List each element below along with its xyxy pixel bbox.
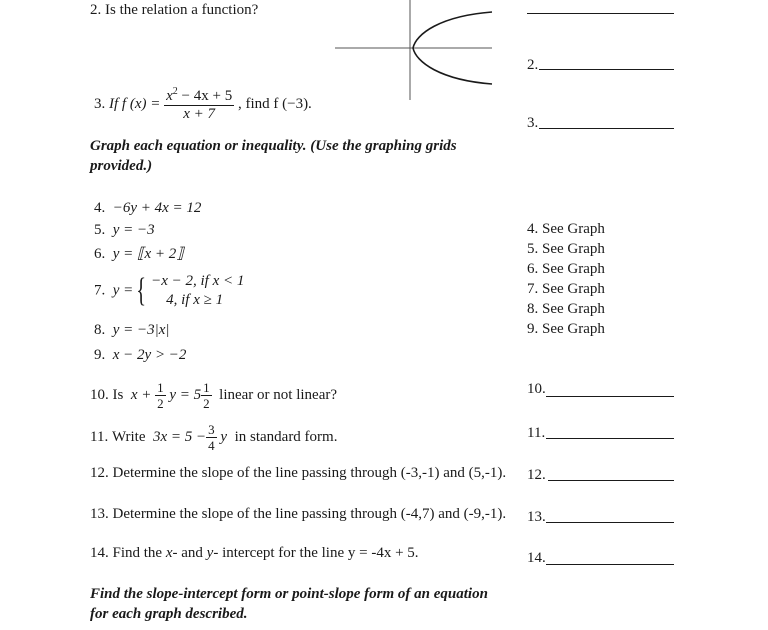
answer-14-blank[interactable] (546, 564, 674, 565)
piecewise-lhs: y = (112, 282, 134, 299)
answer-6-see-graph: 6. See Graph (527, 261, 605, 277)
question-number: 2. (90, 2, 102, 18)
question-6 (94, 247, 184, 262)
answer-11-blank[interactable] (546, 438, 674, 439)
answer-3-label: 3. (527, 115, 539, 131)
question-8 (94, 323, 170, 338)
case-1: −x − 2, if x < 1 (151, 273, 245, 289)
question-number: 11. (90, 429, 109, 445)
question-14: 14. Find the x- and y- intercept for the line y = -4x + 5. (90, 545, 419, 561)
question-5 (94, 223, 155, 238)
instruction-graph-line1: Graph each equation or inequality. (Use the graphing grids (90, 138, 457, 154)
question-11 (90, 423, 337, 452)
question-number: 12. (90, 465, 109, 481)
question-prefix: If f (x) = (109, 96, 161, 112)
question-text: y = −3 (112, 222, 155, 238)
question-text: Determine the slope of the line passing through (-3,-1) and (5,-1). (112, 465, 507, 481)
answer-12-blank[interactable] (548, 480, 674, 481)
fraction-one-half-2: $\frac{1}{2}$ (203, 380, 210, 411)
question-2 (90, 3, 258, 18)
answer-12-label: 12. (527, 467, 546, 483)
question-suffix: in standard form. (234, 429, 338, 445)
answer-blank-top[interactable] (527, 13, 674, 14)
question-number: 4. (94, 200, 106, 216)
answer-9-see-graph: 9. See Graph (527, 321, 605, 337)
question-number: 5. (94, 222, 106, 238)
instruction-slope-line1: Find the slope-intercept form or point-slope form of an equation (90, 586, 488, 602)
instruction-slope-line2: for each graph described. (90, 606, 248, 622)
answer-10-label: 10. (527, 381, 546, 397)
question-text: y = ⟦x + 2⟧ (112, 246, 184, 262)
question-number: 6. (94, 246, 106, 262)
question-text: −6y + 4x = 12 (112, 200, 202, 216)
question-text: Is the relation a function? (105, 2, 259, 18)
instruction-graph-line2: provided.) (90, 158, 153, 174)
question-prefix: Write (111, 429, 146, 445)
fraction-three-fourths: $\frac{3}{4}$ (208, 422, 215, 453)
answer-3-blank[interactable] (539, 128, 674, 129)
numerator: $x^2 - 4x + 5$ (166, 86, 233, 104)
equation-part: 3x = 5 − (153, 429, 207, 445)
denominator: x + 7 (183, 106, 216, 122)
question-suffix: linear or not linear? (219, 387, 338, 403)
question-number: 3. (94, 96, 106, 112)
equation: y = -4x + 5. (347, 545, 419, 561)
answer-4-see-graph: 4. See Graph (527, 221, 605, 237)
answer-10-blank[interactable] (546, 396, 674, 397)
answer-11-label: 11. (527, 425, 546, 441)
equation-part: y = 5 (169, 387, 202, 403)
question-number: 14. (90, 545, 109, 561)
question-suffix: , find f (−3). (237, 96, 312, 112)
question-12 (90, 466, 506, 481)
answer-2-label: 2. (527, 57, 539, 73)
question-13 (90, 507, 506, 522)
question-text: Find the (112, 545, 166, 561)
fraction-one-half: $\frac{1}{2}$ (157, 380, 164, 411)
piecewise-cases (151, 272, 244, 310)
question-number: 7. (94, 282, 106, 299)
answer-7-see-graph: 7. See Graph (527, 281, 605, 297)
answer-8-see-graph: 8. See Graph (527, 301, 605, 317)
equation-variable: y (220, 429, 228, 445)
question-number: 13. (90, 506, 109, 522)
relation-graph (330, 0, 500, 100)
question-text: Determine the slope of the line passing through (-4,7) and (-9,-1). (112, 506, 507, 522)
question-number: 10. (90, 387, 109, 403)
question-7 (94, 272, 244, 310)
answer-14-label: 14. (527, 550, 546, 566)
question-text: y = −3|x| (112, 322, 170, 338)
question-4 (94, 201, 201, 216)
brace-icon: { (136, 272, 147, 309)
case-2: 4, if x ≥ 1 (166, 292, 224, 308)
question-3 (94, 87, 312, 122)
answer-13-blank[interactable] (546, 522, 674, 523)
fraction (164, 87, 234, 122)
question-prefix: Is (112, 387, 124, 403)
question-text: x − 2y > −2 (112, 347, 187, 363)
answer-5-see-graph: 5. See Graph (527, 241, 605, 257)
answer-13-label: 13. (527, 509, 546, 525)
question-9 (94, 348, 186, 363)
question-number: 8. (94, 322, 106, 338)
answer-2-blank[interactable] (539, 69, 674, 70)
question-10 (90, 381, 337, 410)
equation-part: x + (130, 387, 152, 403)
question-number: 9. (94, 347, 106, 363)
